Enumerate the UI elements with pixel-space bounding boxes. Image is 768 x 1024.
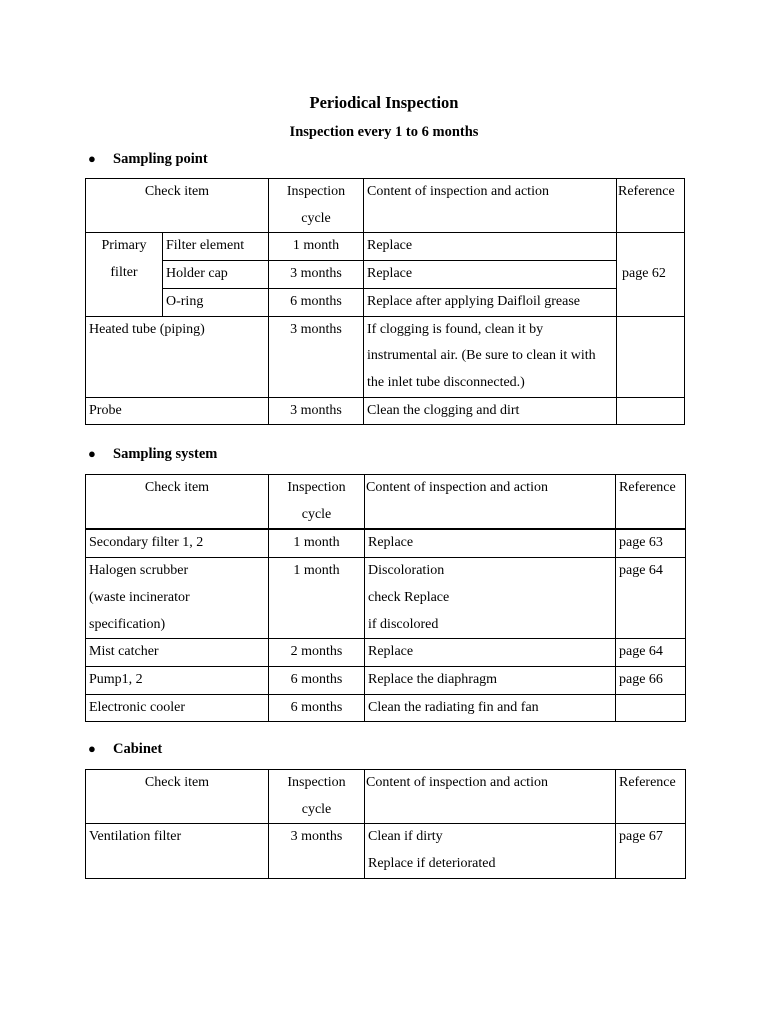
check-item-cell: Ventilation filter bbox=[86, 824, 269, 878]
table-header-row bbox=[86, 179, 685, 233]
content-cell: Replace after applying Daifloil grease bbox=[364, 288, 617, 316]
bullet-icon: ● bbox=[88, 741, 96, 756]
reference-cell bbox=[617, 316, 685, 397]
table-row bbox=[86, 639, 686, 667]
content-cell: Clean the clogging and dirt bbox=[364, 397, 617, 425]
reference-cell: page 62 bbox=[617, 233, 685, 316]
content-cell: Replace bbox=[364, 233, 617, 261]
table-row bbox=[86, 233, 685, 261]
cycle-cell: 1 month bbox=[269, 558, 365, 639]
cycle-cell: 1 month bbox=[269, 529, 365, 557]
section-title: Sampling system bbox=[113, 446, 218, 462]
section-title: Cabinet bbox=[113, 741, 163, 757]
cycle-cell: 3 months bbox=[269, 316, 364, 397]
header-inspection-cycle: Inspection cycle bbox=[269, 770, 365, 824]
header-check-item: Check item bbox=[86, 770, 269, 824]
table-row bbox=[86, 316, 685, 397]
bullet-icon: ● bbox=[88, 446, 96, 461]
header-reference: Reference bbox=[617, 179, 685, 233]
header-reference: Reference bbox=[616, 475, 686, 530]
header-content: Content of inspection and action bbox=[365, 770, 616, 824]
table-row bbox=[86, 824, 686, 878]
table-header-row bbox=[86, 475, 686, 530]
sampling-point-table bbox=[85, 178, 685, 425]
table-row bbox=[86, 288, 685, 316]
header-check-item: Check item bbox=[86, 179, 269, 233]
reference-cell: page 64 bbox=[616, 639, 686, 667]
table-header-row bbox=[86, 770, 686, 824]
header-inspection-cycle: Inspection cycle bbox=[269, 179, 364, 233]
cycle-cell: 2 months bbox=[269, 639, 365, 667]
table-row bbox=[86, 261, 685, 289]
check-item-cell: Halogen scrubber (waste incinerator specification) bbox=[86, 558, 269, 639]
content-cell: Clean the radiating fin and fan bbox=[365, 694, 616, 722]
reference-cell: page 66 bbox=[616, 666, 686, 694]
check-item-cell: Secondary filter 1, 2 bbox=[86, 529, 269, 557]
cycle-cell: 6 months bbox=[269, 694, 365, 722]
check-item-cell: Heated tube (piping) bbox=[86, 316, 269, 397]
table-row bbox=[86, 666, 686, 694]
check-item-cell: Holder cap bbox=[163, 261, 269, 289]
cycle-cell: 3 months bbox=[269, 261, 364, 289]
page-title: Periodical Inspection bbox=[309, 93, 459, 112]
header-reference: Reference bbox=[616, 770, 686, 824]
check-item-cell: Electronic cooler bbox=[86, 694, 269, 722]
content-cell: Replace bbox=[365, 639, 616, 667]
table-row bbox=[86, 529, 686, 557]
check-item-cell: Pump1, 2 bbox=[86, 666, 269, 694]
reference-cell: page 63 bbox=[616, 529, 686, 557]
section-title: Sampling point bbox=[113, 151, 208, 167]
table-row bbox=[86, 558, 686, 639]
table-row bbox=[86, 397, 685, 425]
cycle-cell: 6 months bbox=[269, 666, 365, 694]
page-subtitle: Inspection every 1 to 6 months bbox=[289, 124, 479, 140]
section-heading-cabinet bbox=[88, 741, 162, 758]
cycle-cell: 6 months bbox=[269, 288, 364, 316]
content-cell: Replace bbox=[365, 529, 616, 557]
reference-cell bbox=[617, 397, 685, 425]
check-item-cell: Mist catcher bbox=[86, 639, 269, 667]
header-inspection-cycle: Inspection cycle bbox=[269, 475, 365, 530]
reference-cell: page 67 bbox=[616, 824, 686, 878]
cycle-cell: 1 month bbox=[269, 233, 364, 261]
header-content: Content of inspection and action bbox=[365, 475, 616, 530]
cycle-cell: 3 months bbox=[269, 824, 365, 878]
cabinet-table bbox=[85, 769, 686, 879]
content-cell: Replace the diaphragm bbox=[365, 666, 616, 694]
reference-cell bbox=[616, 694, 686, 722]
content-cell: If clogging is found, clean it by instrumental air. (Be sure to clean it with the inlet tube disconnected.) bbox=[364, 316, 617, 397]
content-cell: Clean if dirty Replace if deteriorated bbox=[365, 824, 616, 878]
sampling-system-table bbox=[85, 474, 686, 722]
reference-cell: page 64 bbox=[616, 558, 686, 639]
primary-filter-label: Primary filter bbox=[86, 233, 163, 316]
check-item-cell: Probe bbox=[86, 397, 269, 425]
header-check-item: Check item bbox=[86, 475, 269, 530]
check-item-cell: O-ring bbox=[163, 288, 269, 316]
check-item-cell: Filter element bbox=[163, 233, 269, 261]
cycle-cell: 3 months bbox=[269, 397, 364, 425]
content-cell: Replace bbox=[364, 261, 617, 289]
bullet-icon: ● bbox=[88, 151, 96, 166]
table-row bbox=[86, 694, 686, 722]
section-heading-sampling-system bbox=[88, 446, 217, 463]
section-heading-sampling-point bbox=[88, 151, 208, 168]
header-content: Content of inspection and action bbox=[364, 179, 617, 233]
content-cell: Discoloration check Replace if discolored bbox=[365, 558, 616, 639]
